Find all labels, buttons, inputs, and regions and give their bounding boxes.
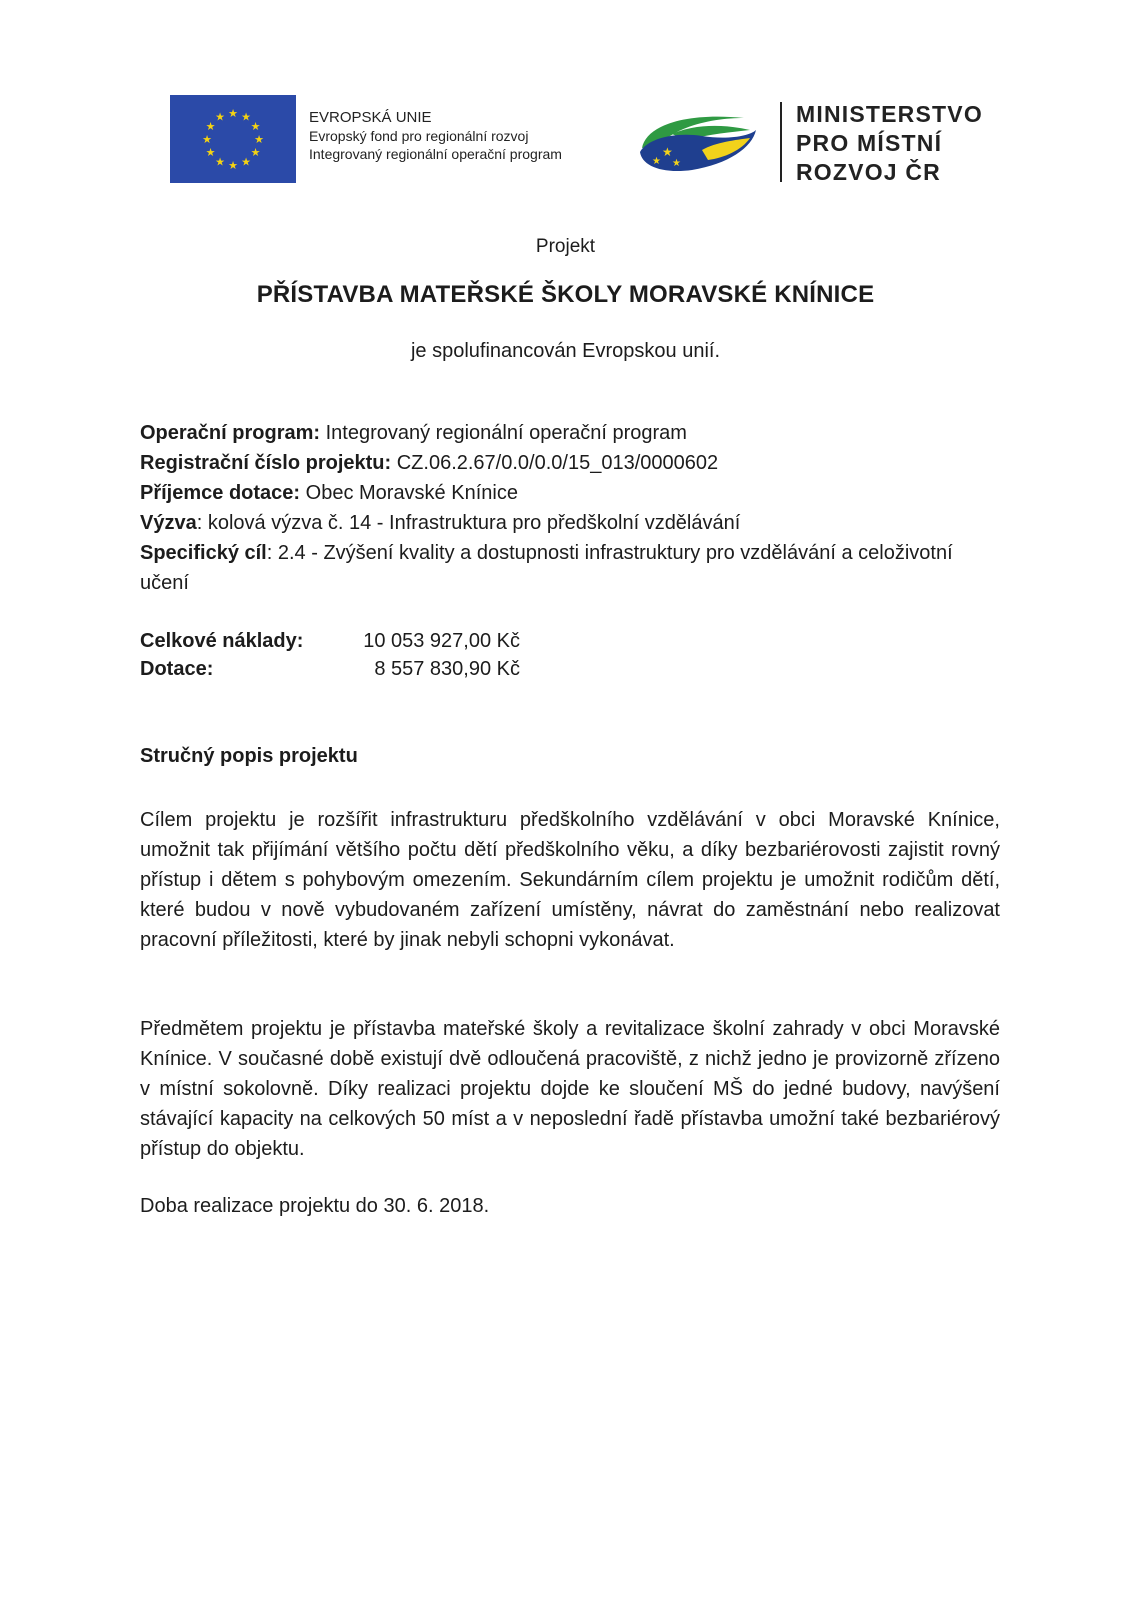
eu-star-icon: ★ xyxy=(250,120,261,133)
ministry-name xyxy=(796,100,983,187)
project-label: Projekt xyxy=(535,236,596,257)
ministry-line-1: MINISTERSTVO xyxy=(796,101,983,127)
description-heading: Stručný popis projektu xyxy=(140,745,358,767)
info-specific-goal xyxy=(140,538,1000,598)
eu-fund: Evropský fond pro regionální rozvoj xyxy=(309,128,529,144)
info-label: Výzva xyxy=(140,512,197,534)
eu-star-icon: ★ xyxy=(202,133,212,146)
eu-star-icon: ★ xyxy=(254,133,264,146)
eu-star-icon: ★ xyxy=(250,146,261,159)
eu-star-icon: ★ xyxy=(228,107,238,120)
info-label: Registrační číslo projektu: xyxy=(140,452,392,474)
info-value: Obec Moravské Knínice xyxy=(300,482,518,504)
info-registration-number xyxy=(140,448,1000,478)
info-call xyxy=(140,508,1000,538)
eu-star-icon: ★ xyxy=(241,110,251,124)
eu-program: Integrovaný regionální operační program xyxy=(309,146,562,162)
svg-text:★: ★ xyxy=(662,145,673,159)
info-value: Integrovaný regionální operační program xyxy=(320,422,687,444)
eu-star-icon: ★ xyxy=(205,120,216,133)
project-info xyxy=(140,418,1000,598)
ministry-divider xyxy=(780,102,782,182)
cost-label: Dotace: xyxy=(140,658,214,680)
svg-text:★: ★ xyxy=(672,158,681,169)
info-value: CZ.06.2.67/0.0/0.0/15_013/0000602 xyxy=(391,452,719,474)
eu-flag-icon xyxy=(170,95,296,183)
ministry-line-2: PRO MÍSTNÍ xyxy=(796,130,943,156)
eu-title: EVROPSKÁ UNIE xyxy=(309,109,432,126)
eu-star-icon: ★ xyxy=(205,146,216,159)
eu-star-icon: ★ xyxy=(215,155,225,169)
ministry-line-3: ROZVOJ ČR xyxy=(796,159,941,185)
info-label: Operační program: xyxy=(140,422,321,444)
svg-text:★: ★ xyxy=(652,156,661,167)
eu-star-icon: ★ xyxy=(215,110,225,124)
description-paragraph: Předmětem projektu je přístavba mateřské školy a revitalizace školní zahrady v obci Moravské Knínice. V současné době existují dvě odloučená pracoviště, z nichž jedno je provizorně zřízeno v místní sokolovně. Díky realizaci projektu dojde ke sloučení MŠ do jedné budovy, navýšení stávající kapacity na celkových 50 míst a v neposlední řadě přístavba umožní také bezbariérový přístup do objektu. xyxy=(140,1018,1000,1160)
cost-value: 8 557 830,90 Kč xyxy=(374,658,520,680)
info-value: : kolová výzva č. 14 - Infrastruktura pro předškolní vzdělávání xyxy=(196,512,741,534)
description-paragraph: Cílem projektu je rozšířit infrastrukturu předškolního vzdělávání v obci Moravské Knínice, umožnit tak přijímání většího počtu dětí předškolního věku, a díky bezbariérovosti zajistit rovný přístup i dětem s pohybovým omezením. Sekundárním cílem projektu je umožnit rodičům dětí, které budou v nově vybudovaném zařízení umístěny, návrat do zaměstnání nebo realizovat pracovní příležitosti, které by jinak nebyli schopni vykonávat. xyxy=(140,809,1000,951)
info-operational-program xyxy=(140,418,1000,448)
cofinanced-statement: je spolufinancován Evropskou unií. xyxy=(410,340,721,362)
mmr-logo-icon xyxy=(632,108,760,176)
info-label: Specifický cíl xyxy=(140,542,267,564)
realization-period: Doba realizace projektu do 30. 6. 2018. xyxy=(140,1195,490,1217)
eu-star-icon: ★ xyxy=(228,159,238,172)
eu-text-block xyxy=(309,109,562,163)
info-value: : 2.4 - Zvýšení kvality a dostupnosti infrastruktury pro vzdělávání a celoživotní učení xyxy=(140,542,953,594)
eu-star-icon: ★ xyxy=(241,155,251,169)
info-label: Příjemce dotace: xyxy=(140,482,301,504)
cost-value: 10 053 927,00 Kč xyxy=(363,630,520,652)
info-recipient xyxy=(140,478,1000,508)
project-title: PŘÍSTAVBA MATEŘSKÉ ŠKOLY MORAVSKÉ KNÍNICE xyxy=(256,281,875,308)
cost-label: Celkové náklady: xyxy=(140,630,304,652)
